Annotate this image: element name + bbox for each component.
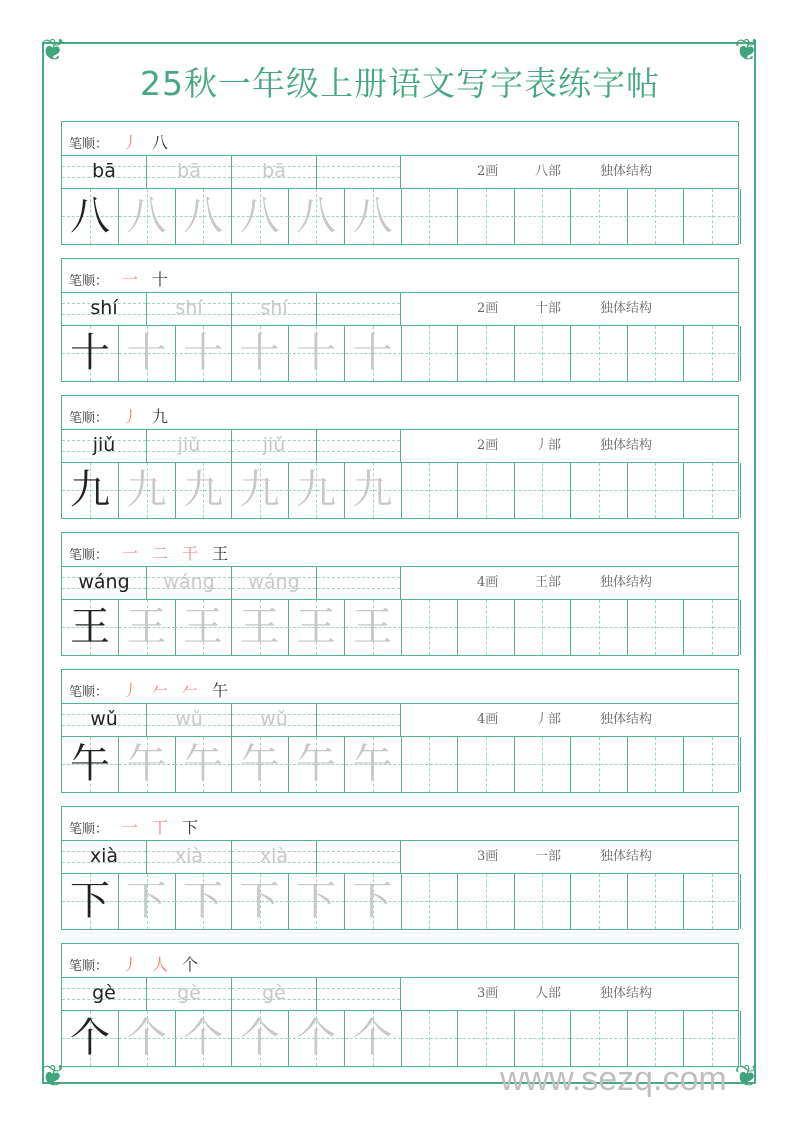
tian-grid-cell[interactable] [627, 326, 684, 381]
tian-grid-cell[interactable] [401, 874, 458, 929]
practice-char: 八 [352, 193, 393, 239]
practice-char: 王 [70, 604, 110, 650]
tian-grid-cell[interactable] [62, 737, 119, 792]
pinyin-cell[interactable] [147, 978, 232, 1010]
tian-grid-cell[interactable] [232, 737, 289, 792]
tian-grid-cell[interactable] [627, 600, 684, 655]
tian-grid-cell[interactable] [288, 874, 345, 929]
tian-grid-cell[interactable] [288, 737, 345, 792]
stroke-order-row [61, 121, 739, 156]
tian-grid-cell[interactable] [62, 189, 119, 244]
tian-grid-cell[interactable] [119, 737, 176, 792]
radical: 八部 [535, 164, 562, 179]
practice-char: 王 [126, 604, 167, 650]
tian-grid-cell[interactable] [288, 326, 345, 381]
writing-row [61, 873, 739, 930]
stroke-order-row [61, 395, 739, 430]
stroke-order-row [61, 943, 739, 978]
pinyin-text: gè [262, 982, 286, 1004]
tian-grid-cell[interactable] [288, 1011, 345, 1066]
tian-grid-cell[interactable] [627, 463, 684, 518]
pinyin-text: gè [92, 982, 116, 1004]
stroke-step: 丿 [122, 955, 139, 974]
practice-char: 八 [296, 193, 336, 239]
tian-grid-cell[interactable] [345, 737, 402, 792]
structure: 独体结构 [600, 849, 653, 864]
practice-char: 午 [352, 741, 393, 787]
radical: 王部 [535, 575, 562, 590]
tian-grid-cell[interactable] [571, 737, 628, 792]
pinyin-cell[interactable] [62, 430, 147, 462]
tian-grid-cell[interactable] [175, 874, 232, 929]
tian-grid-cell[interactable] [514, 1011, 571, 1066]
practice-char: 十 [239, 330, 280, 376]
tian-grid-cell[interactable] [232, 326, 289, 381]
practice-char: 八 [239, 193, 280, 239]
pinyin-cell[interactable] [147, 704, 232, 736]
tian-grid-cell[interactable] [571, 1011, 628, 1066]
tian-grid-cell[interactable] [401, 463, 458, 518]
pinyin-cell[interactable] [62, 978, 147, 1010]
pinyin-text: jiǔ [262, 434, 286, 456]
pinyin-text: wǔ [90, 708, 118, 730]
stroke-order-row [61, 669, 739, 704]
practice-char: 下 [296, 878, 336, 924]
tian-grid-cell[interactable] [401, 189, 458, 244]
tian-grid-cell[interactable] [288, 189, 345, 244]
practice-char: 八 [70, 193, 110, 239]
practice-char: 王 [296, 604, 336, 650]
tian-grid-cell[interactable] [62, 326, 119, 381]
practice-char: 八 [126, 193, 167, 239]
structure: 独体结构 [600, 164, 653, 179]
stroke-step: 八 [152, 133, 169, 152]
stroke-label: 笔顺： [69, 548, 109, 563]
pinyin-cell[interactable] [62, 567, 147, 599]
tian-grid-cell[interactable] [571, 874, 628, 929]
pinyin-text: shí [90, 297, 118, 319]
stroke-step: 十 [152, 270, 169, 289]
tian-grid-cell[interactable] [514, 600, 571, 655]
radical: 一部 [535, 849, 562, 864]
tian-grid-cell[interactable] [458, 463, 515, 518]
practice-char: 九 [352, 467, 393, 513]
practice-char: 九 [239, 467, 280, 513]
practice-char: 九 [183, 467, 223, 513]
tian-grid-cell[interactable] [684, 189, 741, 244]
pinyin-row [61, 429, 739, 463]
stroke-count: 2画 [477, 438, 499, 453]
tian-grid-cell[interactable] [232, 1011, 289, 1066]
practice-char: 午 [70, 741, 110, 787]
tian-grid-cell[interactable] [571, 326, 628, 381]
stroke-count: 3画 [477, 849, 499, 864]
structure: 独体结构 [600, 438, 653, 453]
practice-char: 下 [126, 878, 167, 924]
tian-grid-cell[interactable] [514, 737, 571, 792]
tian-grid-cell[interactable] [62, 600, 119, 655]
tian-grid-cell[interactable] [684, 326, 741, 381]
corner-ornament-icon: ❦ [40, 1059, 66, 1094]
writing-row [61, 736, 739, 793]
tian-grid-cell[interactable] [175, 326, 232, 381]
tian-grid-cell[interactable] [401, 737, 458, 792]
stroke-step: 王 [212, 544, 229, 563]
pinyin-cell[interactable] [317, 156, 401, 188]
tian-grid-cell[interactable] [627, 737, 684, 792]
character-block [61, 258, 739, 382]
pinyin-cell[interactable] [232, 430, 317, 462]
character-block [61, 532, 739, 656]
tian-grid-cell[interactable] [401, 1011, 458, 1066]
corner-ornament-icon: ❦ [734, 1059, 760, 1094]
stroke-step: 丿 [122, 133, 139, 152]
writing-row [61, 462, 739, 519]
pinyin-text: gè [177, 982, 201, 1004]
structure: 独体结构 [600, 301, 653, 316]
tian-grid-cell[interactable] [514, 326, 571, 381]
tian-grid-cell[interactable] [458, 737, 515, 792]
pinyin-cell[interactable] [147, 430, 232, 462]
tian-grid-cell[interactable] [401, 326, 458, 381]
watermark: www.sezq.com [500, 1060, 727, 1098]
tian-grid-cell[interactable] [627, 189, 684, 244]
writing-row [61, 188, 739, 245]
tian-grid-cell[interactable] [514, 189, 571, 244]
tian-grid-cell[interactable] [458, 1011, 515, 1066]
writing-row [61, 1010, 739, 1067]
practice-char: 九 [70, 467, 110, 513]
stroke-step: 一 [122, 818, 139, 837]
practice-char: 午 [126, 741, 167, 787]
tian-grid-cell[interactable] [232, 874, 289, 929]
pinyin-text: wáng [248, 571, 300, 593]
practice-char: 下 [239, 878, 280, 924]
pinyin-text: bā [92, 160, 116, 182]
writing-row [61, 325, 739, 382]
character-block [61, 121, 739, 245]
pinyin-row [61, 292, 739, 326]
stroke-step: 下 [182, 818, 199, 837]
stroke-step: 二 [152, 544, 169, 563]
radical: 丿部 [535, 712, 562, 727]
practice-char: 个 [183, 1015, 223, 1061]
character-block [61, 943, 739, 1067]
practice-char: 王 [239, 604, 280, 650]
pinyin-cell[interactable] [62, 156, 147, 188]
pinyin-cell[interactable] [232, 567, 317, 599]
pinyin-row [61, 566, 739, 600]
practice-char: 十 [70, 330, 110, 376]
stroke-step: 一 [122, 544, 139, 563]
tian-grid-cell[interactable] [401, 600, 458, 655]
practice-char: 十 [126, 330, 167, 376]
pinyin-text: wáng [163, 571, 215, 593]
tian-grid-cell[interactable] [458, 326, 515, 381]
tian-grid-cell[interactable] [119, 600, 176, 655]
stroke-step: 午 [212, 681, 229, 700]
stroke-order-row [61, 258, 739, 293]
practice-char: 十 [296, 330, 336, 376]
tian-grid-cell[interactable] [458, 600, 515, 655]
practice-char: 午 [183, 741, 223, 787]
corner-ornament-icon: ❦ [734, 33, 760, 68]
pinyin-row [61, 703, 739, 737]
practice-char: 午 [296, 741, 336, 787]
structure: 独体结构 [600, 712, 653, 727]
pinyin-cell[interactable] [317, 978, 401, 1010]
stroke-label: 笔顺： [69, 685, 109, 700]
pinyin-row [61, 840, 739, 874]
pinyin-text: jiǔ [92, 434, 116, 456]
pinyin-cell[interactable] [317, 293, 401, 325]
practice-char: 八 [183, 193, 223, 239]
practice-char: 九 [126, 467, 167, 513]
pinyin-text: shí [175, 297, 203, 319]
stroke-label: 笔顺： [69, 822, 109, 837]
corner-ornament-icon: ❦ [40, 33, 66, 68]
tian-grid-cell[interactable] [175, 189, 232, 244]
tian-grid-cell[interactable] [514, 463, 571, 518]
tian-grid-cell[interactable] [571, 189, 628, 244]
tian-grid-cell[interactable] [627, 1011, 684, 1066]
character-block [61, 395, 739, 519]
stroke-step: 干 [182, 544, 199, 563]
pinyin-cell[interactable] [147, 156, 232, 188]
pinyin-cell[interactable] [62, 841, 147, 873]
practice-char: 午 [239, 741, 280, 787]
pinyin-row [61, 155, 739, 189]
stroke-order-row [61, 532, 739, 567]
stroke-step: 个 [182, 955, 199, 974]
practice-char: 下 [70, 878, 110, 924]
pinyin-cell[interactable] [232, 978, 317, 1010]
tian-grid-cell[interactable] [175, 1011, 232, 1066]
tian-grid-cell[interactable] [458, 874, 515, 929]
pinyin-text: bā [177, 160, 201, 182]
practice-char: 个 [126, 1015, 167, 1061]
stroke-label: 笔顺： [69, 959, 109, 974]
tian-grid-cell[interactable] [119, 189, 176, 244]
tian-grid-cell[interactable] [232, 600, 289, 655]
pinyin-text: jiǔ [177, 434, 201, 456]
stroke-label: 笔顺： [69, 274, 109, 289]
stroke-count: 2画 [477, 301, 499, 316]
practice-char: 十 [183, 330, 223, 376]
tian-grid-cell[interactable] [684, 737, 741, 792]
tian-grid-cell[interactable] [62, 463, 119, 518]
character-block [61, 806, 739, 930]
stroke-step: 九 [152, 407, 169, 426]
tian-grid-cell[interactable] [571, 600, 628, 655]
tian-grid-cell[interactable] [345, 463, 402, 518]
pinyin-cell[interactable] [232, 156, 317, 188]
tian-grid-cell[interactable] [627, 874, 684, 929]
pinyin-cell[interactable] [232, 293, 317, 325]
tian-grid-cell[interactable] [119, 463, 176, 518]
pinyin-text: bā [262, 160, 286, 182]
radical: 十部 [535, 301, 562, 316]
stroke-step: 丿 [122, 407, 139, 426]
stroke-count: 3画 [477, 986, 499, 1001]
practice-char: 下 [183, 878, 223, 924]
character-block [61, 669, 739, 793]
pinyin-cell[interactable] [232, 704, 317, 736]
tian-grid-cell[interactable] [345, 1011, 402, 1066]
writing-row [61, 599, 739, 656]
pinyin-text: xià [259, 845, 289, 867]
practice-char: 个 [239, 1015, 280, 1061]
stroke-count: 4画 [477, 712, 499, 727]
structure: 独体结构 [600, 986, 653, 1001]
tian-grid-cell[interactable] [119, 326, 176, 381]
pinyin-cell[interactable] [232, 841, 317, 873]
tian-grid-cell[interactable] [175, 600, 232, 655]
tian-grid-cell[interactable] [119, 874, 176, 929]
stroke-step: 丿 [122, 681, 139, 700]
practice-char: 九 [296, 467, 336, 513]
structure: 独体结构 [600, 575, 653, 590]
tian-grid-cell[interactable] [514, 874, 571, 929]
stroke-count: 4画 [477, 575, 499, 590]
pinyin-cell[interactable] [317, 567, 401, 599]
pinyin-cell[interactable] [147, 841, 232, 873]
pinyin-text: wáng [78, 571, 130, 593]
stroke-step: 𠂉 [182, 681, 199, 700]
tian-grid-cell[interactable] [232, 463, 289, 518]
page-title: 25秋一年级上册语文写字表练字帖 [140, 64, 660, 103]
pinyin-cell[interactable] [62, 704, 147, 736]
practice-char: 个 [352, 1015, 393, 1061]
pinyin-cell[interactable] [317, 430, 401, 462]
tian-grid-cell[interactable] [684, 463, 741, 518]
pinyin-cell[interactable] [147, 567, 232, 599]
tian-grid-cell[interactable] [684, 600, 741, 655]
stroke-label: 笔顺： [69, 137, 109, 152]
tian-grid-cell[interactable] [62, 874, 119, 929]
tian-grid-cell[interactable] [684, 874, 741, 929]
pinyin-cell[interactable] [62, 293, 147, 325]
tian-grid-cell[interactable] [119, 1011, 176, 1066]
stroke-label: 笔顺： [69, 411, 109, 426]
pinyin-row [61, 977, 739, 1011]
tian-grid-cell[interactable] [175, 463, 232, 518]
pinyin-text: shí [260, 297, 288, 319]
tian-grid-cell[interactable] [345, 600, 402, 655]
tian-grid-cell[interactable] [288, 463, 345, 518]
pinyin-text: wǔ [175, 708, 203, 730]
tian-grid-cell[interactable] [345, 189, 402, 244]
tian-grid-cell[interactable] [288, 600, 345, 655]
tian-grid-cell[interactable] [345, 874, 402, 929]
tian-grid-cell[interactable] [175, 737, 232, 792]
pinyin-cell[interactable] [317, 841, 401, 873]
pinyin-cell[interactable] [317, 704, 401, 736]
tian-grid-cell[interactable] [684, 1011, 741, 1066]
pinyin-text: wǔ [260, 708, 288, 730]
stroke-step: 𠂉 [152, 681, 169, 700]
pinyin-text: xià [89, 845, 119, 867]
practice-char: 下 [352, 878, 393, 924]
practice-char: 个 [296, 1015, 336, 1061]
tian-grid-cell[interactable] [571, 463, 628, 518]
practice-char: 十 [352, 330, 393, 376]
practice-char: 个 [70, 1015, 110, 1061]
stroke-step: 人 [152, 955, 169, 974]
tian-grid-cell[interactable] [458, 189, 515, 244]
stroke-step: 一 [122, 270, 139, 289]
tian-grid-cell[interactable] [345, 326, 402, 381]
pinyin-cell[interactable] [147, 293, 232, 325]
pinyin-text: xià [174, 845, 204, 867]
tian-grid-cell[interactable] [232, 189, 289, 244]
radical: 人部 [535, 986, 562, 1001]
stroke-order-row [61, 806, 739, 841]
practice-char: 王 [352, 604, 393, 650]
stroke-count: 2画 [477, 164, 499, 179]
stroke-step: 丅 [152, 818, 169, 837]
practice-char: 王 [183, 604, 223, 650]
radical: 丿部 [535, 438, 562, 453]
tian-grid-cell[interactable] [62, 1011, 119, 1066]
